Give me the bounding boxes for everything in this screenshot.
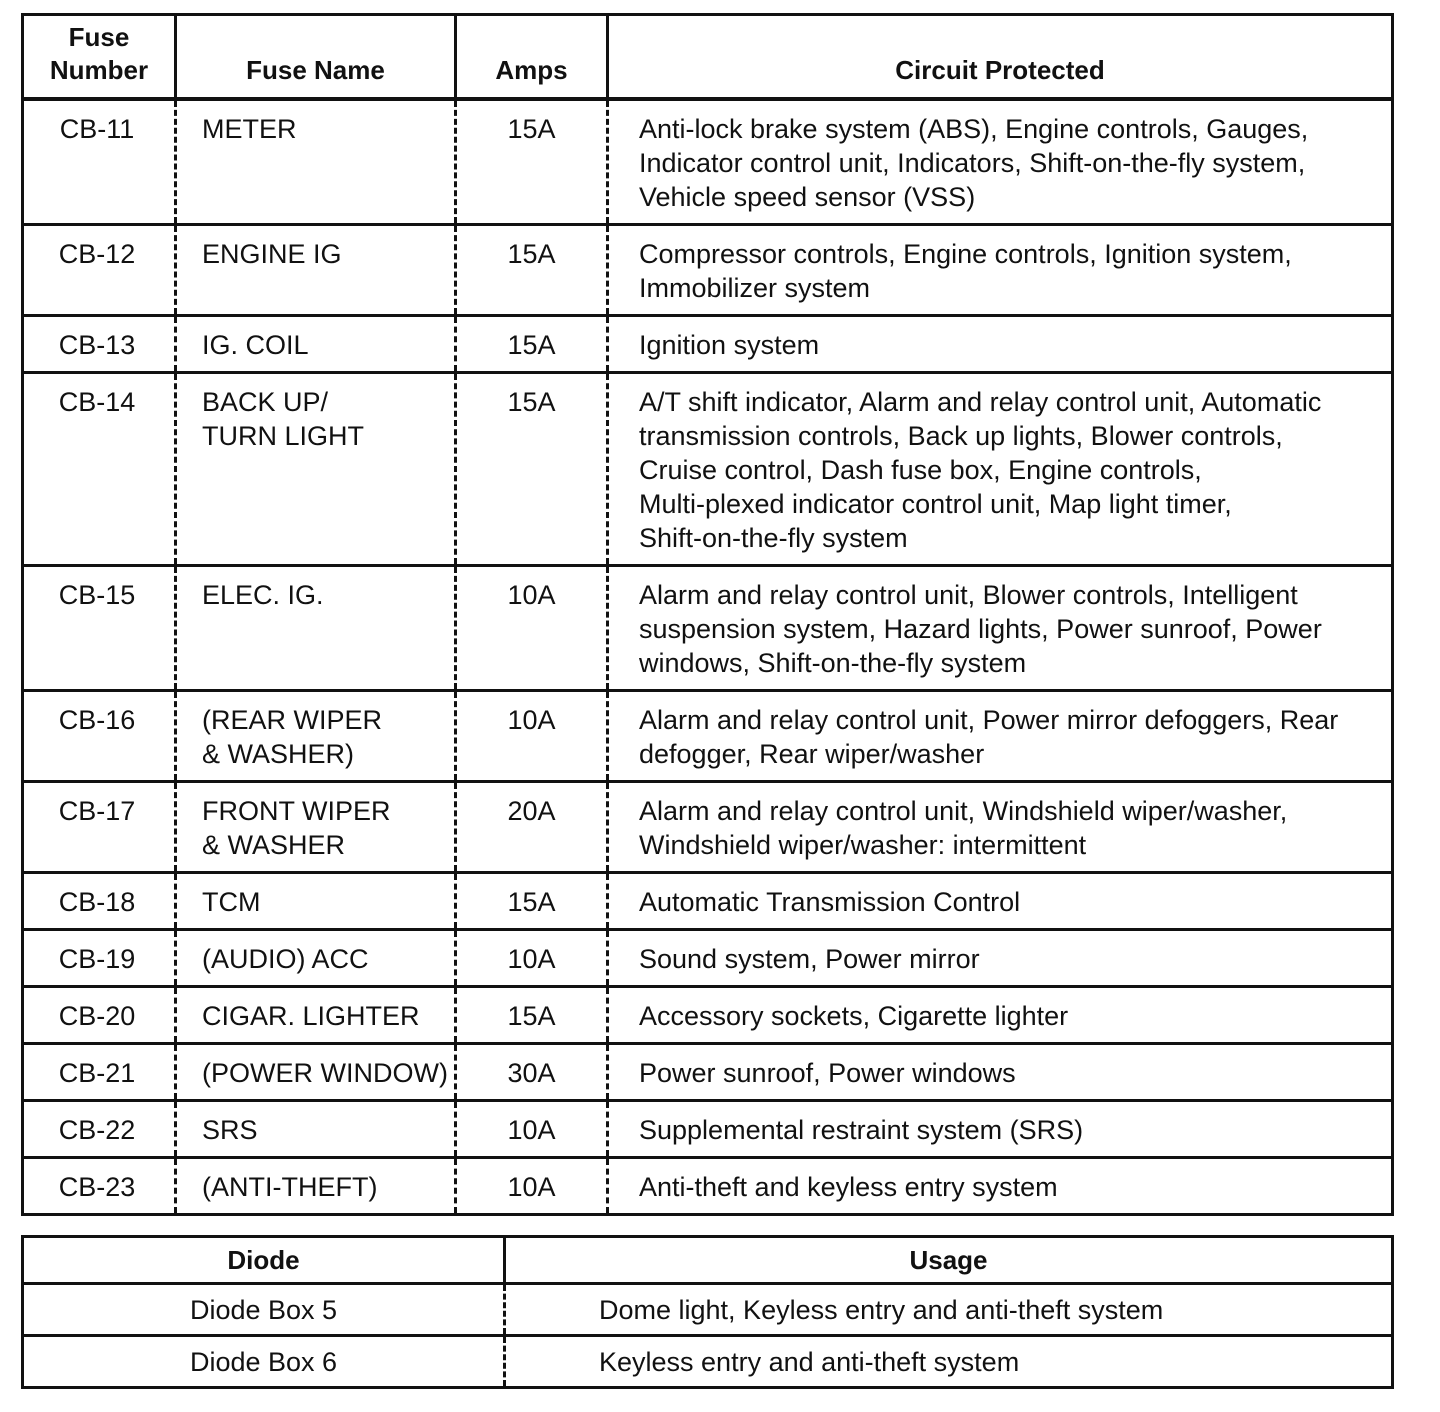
fuse-amps-cell: 10A	[456, 1100, 608, 1157]
fuse-circuit-line: Ignition system	[639, 329, 820, 360]
diode-usage-cell: Dome light, Keyless entry and anti-theft system	[599, 1294, 1164, 1325]
fuse-number-cell: CB-13	[23, 315, 176, 372]
header-diode: Diode	[23, 1237, 505, 1284]
fuse-circuit-line: Multi-plexed indicator control unit, Map light timer,	[639, 488, 1232, 519]
fuse-name-cell	[176, 929, 456, 986]
fuse-amps-cell: 15A	[456, 986, 608, 1043]
fuse-name-line: (REAR WIPER	[202, 704, 383, 735]
fuse-amps-cell: 15A	[456, 99, 608, 225]
fuse-name-cell	[176, 1157, 456, 1214]
fuse-number-cell: CB-17	[23, 781, 176, 872]
fuse-name-line: (AUDIO) ACC	[202, 943, 369, 974]
fuse-row	[23, 99, 1393, 225]
header-circuit-protected: Circuit Protected	[895, 54, 1105, 85]
fuse-circuit-cell	[608, 986, 1393, 1043]
fuse-circuit-line: Anti-lock brake system (ABS), Engine controls, Gauges,	[639, 113, 1309, 144]
fuse-amps-cell: 10A	[456, 690, 608, 781]
fuse-circuit-cell	[608, 872, 1393, 929]
fuse-name-line: TURN LIGHT	[202, 420, 364, 451]
header-fuse-number-line2: Number	[49, 54, 149, 85]
fuse-name-line: METER	[202, 113, 297, 144]
fuse-name-line: ELEC. IG.	[202, 579, 324, 610]
fuse-number-cell: CB-14	[23, 372, 176, 565]
fuse-name-cell	[176, 315, 456, 372]
fuse-row	[23, 1157, 1393, 1214]
fuse-name-cell	[176, 565, 456, 690]
fuse-name-line: CIGAR. LIGHTER	[202, 1000, 420, 1031]
fuse-name-line: IG. COIL	[202, 329, 309, 360]
diode-usage-cell: Keyless entry and anti-theft system	[599, 1346, 1020, 1377]
fuse-amps-cell: 15A	[456, 224, 608, 315]
fuse-circuit-line: Immobilizer system	[639, 272, 871, 303]
fuse-row	[23, 872, 1393, 929]
fuse-circuit-line: Cruise control, Dash fuse box, Engine controls,	[639, 454, 1202, 485]
fuse-circuit-line: Alarm and relay control unit, Power mirror defoggers, Rear	[639, 704, 1339, 735]
fuse-circuit-line: Power sunroof, Power windows	[639, 1057, 1016, 1088]
fuse-number-cell: CB-21	[23, 1043, 176, 1100]
header-amps: Amps	[456, 15, 608, 99]
diode-name-cell: Diode Box 5	[23, 1284, 505, 1336]
fuse-circuit-line: transmission controls, Back up lights, Blower controls,	[639, 420, 1283, 451]
fuse-number-cell: CB-23	[23, 1157, 176, 1214]
fuse-name-cell	[176, 99, 456, 225]
fuse-name-cell	[176, 372, 456, 565]
fuse-circuit-line: Windshield wiper/washer: intermittent	[639, 829, 1087, 860]
fuse-circuit-line: Vehicle speed sensor (VSS)	[639, 181, 976, 212]
fuse-name-line: TCM	[202, 886, 261, 917]
fuse-name-line: & WASHER	[202, 829, 346, 860]
fuse-circuit-cell	[608, 690, 1393, 781]
fuse-row	[23, 986, 1393, 1043]
diode-row	[23, 1284, 1393, 1336]
fuse-name-line: (ANTI-THEFT)	[202, 1171, 378, 1202]
fuse-circuit-cell	[608, 1157, 1393, 1214]
fuse-name-cell	[176, 690, 456, 781]
fuse-name-cell	[176, 1100, 456, 1157]
fuse-circuit-line: defogger, Rear wiper/washer	[639, 738, 985, 769]
fuse-amps-cell: 30A	[456, 1043, 608, 1100]
fuse-circuit-cell	[608, 224, 1393, 315]
fuse-name-cell	[176, 1043, 456, 1100]
fuse-number-cell: CB-22	[23, 1100, 176, 1157]
fuse-number-cell: CB-18	[23, 872, 176, 929]
fuse-name-line: BACK UP/	[202, 386, 329, 417]
fuse-circuit-line: Alarm and relay control unit, Blower controls, Intelligent	[639, 579, 1298, 610]
fuse-circuit-line: A/T shift indicator, Alarm and relay control unit, Automatic	[639, 386, 1322, 417]
header-fuse-number	[23, 15, 176, 99]
fuse-circuit-cell	[608, 1100, 1393, 1157]
fuse-circuit-line: Supplemental restraint system (SRS)	[639, 1114, 1084, 1145]
fuse-amps-cell: 10A	[456, 929, 608, 986]
fuse-number-cell: CB-11	[23, 99, 176, 225]
fuse-number-cell: CB-16	[23, 690, 176, 781]
header-usage: Usage	[909, 1244, 988, 1275]
diode-row	[23, 1336, 1393, 1388]
fuse-circuit-line: Automatic Transmission Control	[639, 886, 1021, 917]
fuse-row	[23, 1100, 1393, 1157]
fuse-number-cell: CB-15	[23, 565, 176, 690]
fuse-number-cell: CB-12	[23, 224, 176, 315]
fuse-circuit-line: Anti-theft and keyless entry system	[639, 1171, 1058, 1202]
fuse-circuit-cell	[608, 929, 1393, 986]
fuse-circuit-cell	[608, 781, 1393, 872]
diode-name-cell: Diode Box 6	[23, 1336, 505, 1388]
fuse-circuit-cell	[608, 372, 1393, 565]
fuse-number-cell: CB-20	[23, 986, 176, 1043]
diode-table-body	[23, 1284, 1393, 1388]
fuse-circuit-line: Shift-on-the-fly system	[639, 522, 908, 553]
fuse-name-line: FRONT WIPER	[202, 795, 391, 826]
fuse-circuit-line: windows, Shift-on-the-fly system	[639, 647, 1027, 678]
fuse-circuit-cell	[608, 565, 1393, 690]
fuse-circuit-cell	[608, 1043, 1393, 1100]
diode-table-header-row	[23, 1237, 1393, 1284]
fuse-name-cell	[176, 986, 456, 1043]
fuse-row	[23, 315, 1393, 372]
fuse-table-body	[23, 99, 1393, 1215]
fuse-circuit-cell	[608, 99, 1393, 225]
fuse-number-cell: CB-19	[23, 929, 176, 986]
fuse-row	[23, 929, 1393, 986]
fuse-circuit-line: Indicator control unit, Indicators, Shift-on-the-fly system,	[639, 147, 1306, 178]
fuse-table	[21, 13, 1394, 1216]
fuse-row	[23, 781, 1393, 872]
fuse-amps-cell: 15A	[456, 315, 608, 372]
header-fuse-number-line1: Fuse	[68, 21, 130, 52]
fuse-circuit-line: Alarm and relay control unit, Windshield wiper/washer,	[639, 795, 1288, 826]
fuse-row	[23, 372, 1393, 565]
fuse-row	[23, 1043, 1393, 1100]
fuse-amps-cell: 10A	[456, 1157, 608, 1214]
fuse-name-cell	[176, 224, 456, 315]
fuse-name-line: SRS	[202, 1114, 258, 1145]
fuse-name-cell	[176, 781, 456, 872]
fuse-name-line: (POWER WINDOW)	[202, 1057, 448, 1088]
fuse-row	[23, 565, 1393, 690]
fuse-amps-cell: 20A	[456, 781, 608, 872]
fuse-amps-cell: 15A	[456, 872, 608, 929]
fuse-circuit-cell	[608, 315, 1393, 372]
diode-table	[21, 1235, 1394, 1389]
fuse-circuit-line: Accessory sockets, Cigarette lighter	[639, 1000, 1069, 1031]
header-fuse-name: Fuse Name	[176, 15, 456, 99]
fuse-circuit-line: Compressor controls, Engine controls, Ignition system,	[639, 238, 1292, 269]
fuse-circuit-line: Sound system, Power mirror	[639, 943, 980, 974]
fuse-row	[23, 224, 1393, 315]
fuse-amps-cell: 10A	[456, 565, 608, 690]
fuse-name-line: & WASHER)	[202, 738, 355, 769]
fuse-table-header-row	[23, 15, 1393, 99]
fuse-name-line: ENGINE IG	[202, 238, 342, 269]
fuse-circuit-line: suspension system, Hazard lights, Power sunroof, Power	[639, 613, 1322, 644]
fuse-amps-cell: 15A	[456, 372, 608, 565]
fuse-name-cell	[176, 872, 456, 929]
fuse-row	[23, 690, 1393, 781]
